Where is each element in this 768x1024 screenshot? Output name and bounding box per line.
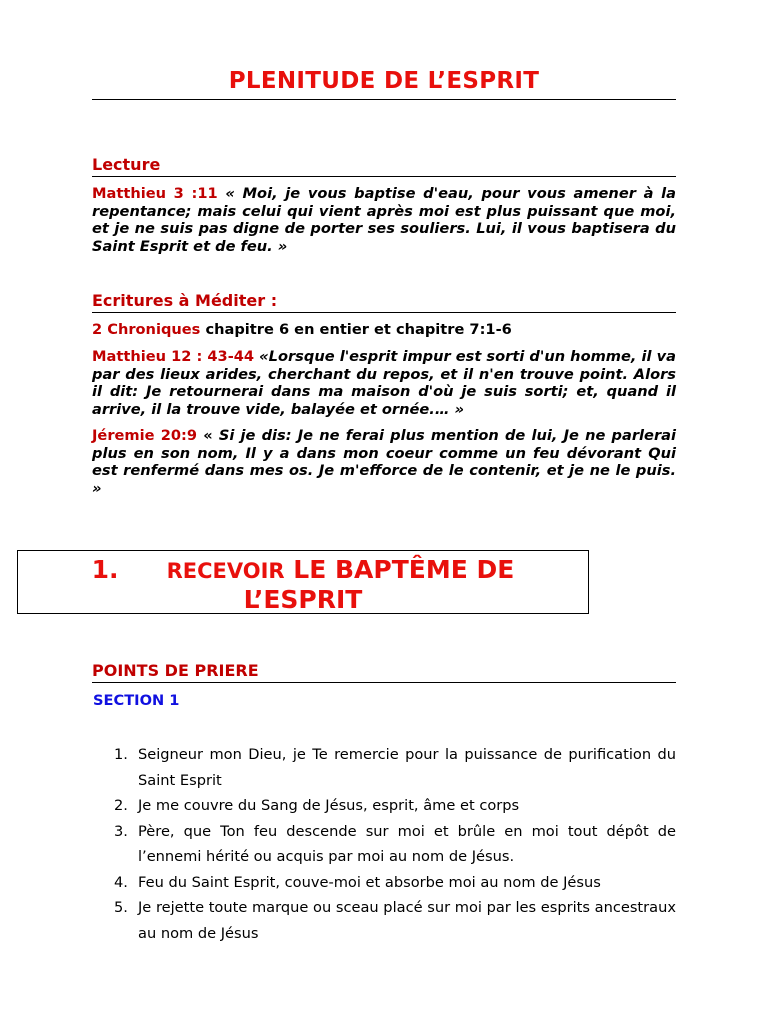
points-divider (92, 682, 676, 683)
section-title-box (17, 550, 589, 614)
list-number: 4. (114, 873, 128, 891)
scripture-item-jeremie (92, 427, 676, 497)
list-item (114, 870, 676, 896)
scripture-item-chroniques (92, 321, 676, 339)
lecture-divider (92, 176, 676, 177)
list-text: Seigneur mon Dieu, je Te remercie pour la puissance de purification du Saint Esprit (138, 746, 676, 789)
scripture-item-matthieu (92, 348, 676, 418)
ecritures-divider (92, 312, 676, 313)
lecture-reference: Matthieu 3 :11 (92, 185, 218, 202)
scripture-quote-open: « (197, 427, 219, 444)
page-title: PLENITUDE DE L’ESPRIT (228, 68, 540, 94)
scripture-reference: Jéremie 20:9 (92, 427, 198, 444)
section-title-rest: LE BAPTÊME DE (284, 555, 515, 584)
scripture-text: Si je dis: Je ne ferai plus mention de lui, Je ne parlerai plus en son nom, Il y a dans mon coeur comme un feu dévorant Qui est renfermé dans mes os. Je m'efforce de le contenir, et je ne le puis. » (92, 427, 676, 497)
section-title-line-2: L’ESPRIT (243, 585, 363, 614)
section-number: 1. (91, 555, 119, 584)
scripture-text: «Lorsque l'esprit impur est sorti d'un homme, il va par des lieux arides, cherchant du repos, et il n'en trouve point. Alors il dit: Je retournerai dans ma maison d'où je suis sorti; et, quand il arrive, il la trouve vide, balayée et ornée.… » (92, 348, 676, 418)
list-text: Je me couvre du Sang de Jésus, esprit, âme et corps (138, 797, 520, 814)
lecture-heading: Lecture (92, 155, 161, 174)
list-number: 1. (114, 746, 128, 763)
lecture-quote: « Moi, je vous baptise d'eau, pour vous amener à la repentance; mais celui qui vient après moi est plus puissant que moi, et je ne suis pas digne de porter ses souliers. Lui, il vous baptisera du Saint Esprit et de feu. » (92, 185, 676, 255)
list-item (114, 793, 676, 819)
list-item (114, 819, 676, 870)
section-title-line-1 (18, 555, 588, 584)
list-item (114, 742, 676, 793)
lecture-paragraph (92, 185, 676, 255)
section-label: SECTION 1 (93, 692, 180, 709)
title-divider (92, 99, 676, 100)
list-text: Feu du Saint Esprit, couve-moi et absorbe moi au nom de Jésus (138, 873, 601, 891)
list-number: 5. (114, 899, 128, 916)
ecritures-heading: Ecritures à Méditer : (92, 291, 278, 310)
section-title-recevoir: RECEVOIR (166, 559, 285, 583)
list-item (114, 895, 676, 946)
scripture-reference: Matthieu 12 : 43-44 (92, 348, 255, 365)
list-text: Je rejette toute marque ou sceau placé sur moi par les esprits ancestraux au nom de Jésus (138, 899, 676, 942)
list-number: 2. (114, 797, 128, 814)
list-number: 3. (114, 822, 128, 840)
scripture-text: chapitre 6 en entier et chapitre 7:1-6 (200, 321, 512, 338)
prayer-list (92, 742, 676, 946)
scripture-reference: 2 Chroniques (92, 321, 201, 338)
list-text: Père, que Ton feu descende sur moi et brûle en moi tout dépôt de l’ennemi hérité ou acquis par moi au nom de Jésus. (138, 822, 676, 865)
points-heading: POINTS DE PRIERE (92, 661, 259, 680)
